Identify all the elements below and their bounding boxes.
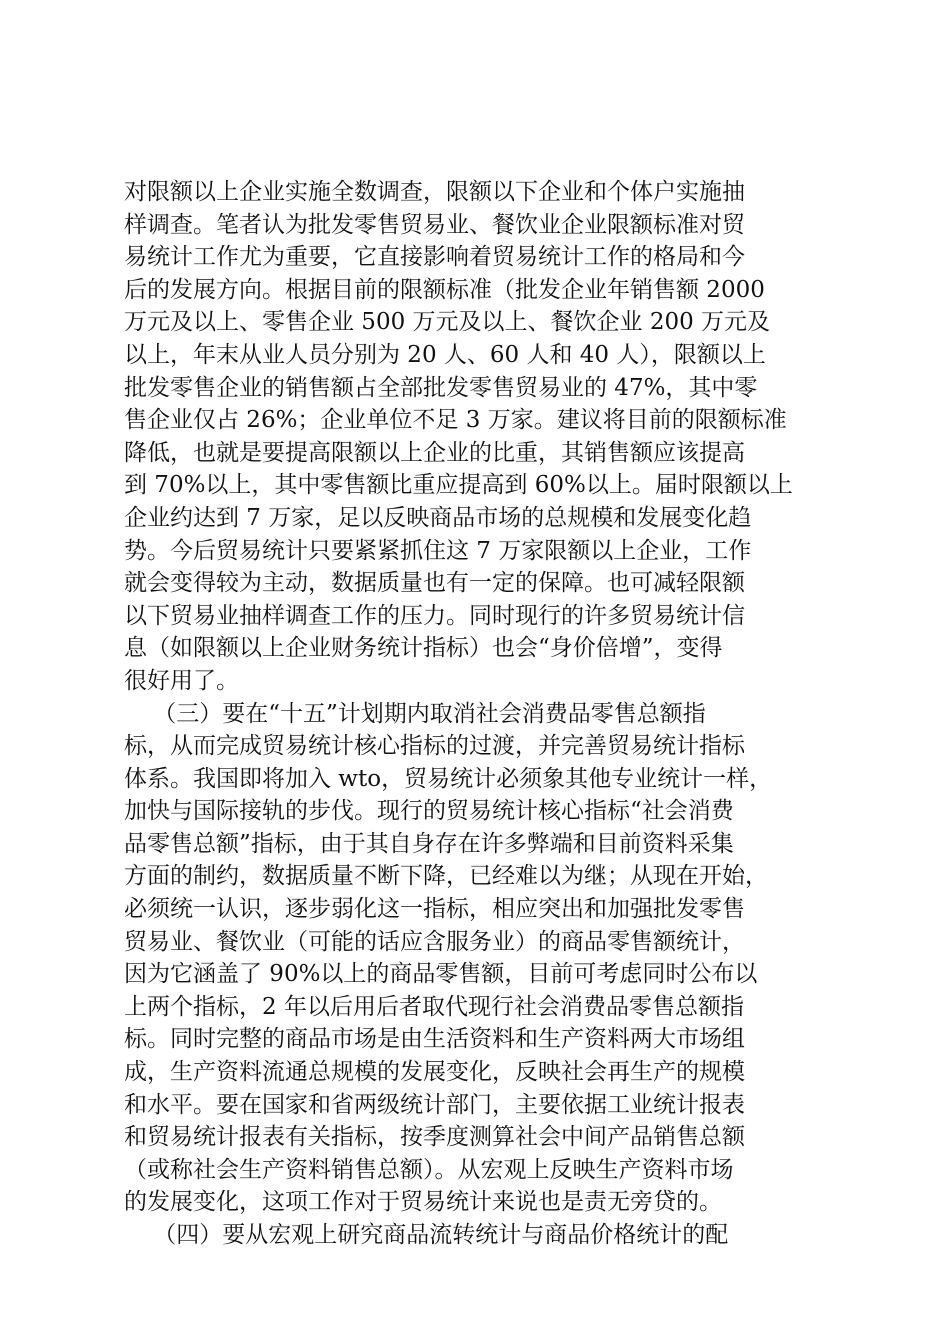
paragraph-start-line: （四）要从宏观上研究商品流转统计与商品价格统计的配 <box>124 1222 729 1248</box>
text-line: 标，从而完成贸易统计核心指标的过渡，并完善贸易统计指标 <box>124 733 745 760</box>
text-line: 上两个指标，2 年以后用后者取代现行社会消费品零售总额指 <box>124 993 744 1020</box>
text-line: 势。今后贸易统计只要紧紧抓住这 7 万家限额以上企业，工作 <box>124 537 752 564</box>
text-line: 以上，年末从业人员分别为 20 人、60 人和 40 人），限额以上 <box>124 341 766 368</box>
text-line: 息（如限额以上企业财务统计指标）也会“身价倍增”，变得 <box>124 635 723 662</box>
text-line: 和水平。要在国家和省两级统计部门，主要依据工业统计报表 <box>124 1091 745 1118</box>
text-line: 方面的制约，数据质量不断下降，已经难以为继；从现在开始， <box>124 863 768 890</box>
text-line: （或称社会生产资料销售总额）。从宏观上反映生产资料市场 <box>124 1156 734 1183</box>
text-line: 企业约达到 7 万家，足以反映商品市场的总规模和发展变化趋 <box>124 504 752 531</box>
text-line: 就会变得较为主动，数据质量也有一定的保障。也可减轻限额 <box>124 570 745 597</box>
text-line: 降低，也就是要提高限额以上企业的比重，其销售额应该提高 <box>124 439 745 466</box>
text-line: 对限额以上企业实施全数调查，限额以下企业和个体户实施抽 <box>124 179 745 205</box>
text-line: 加快与国际接轨的步伐。现行的贸易统计核心指标“社会消费 <box>124 798 734 825</box>
text-line: 必须统一认识，逐步弱化这一指标，相应突出和加强批发零售 <box>124 896 745 923</box>
text-line: 易统计工作尤为重要，它直接影响着贸易统计工作的格局和今 <box>124 244 745 271</box>
text-line: 品零售总额”指标，由于其自身存在许多弊端和目前资料采集 <box>124 830 734 857</box>
text-line: 以下贸易业抽样调查工作的压力。同时现行的许多贸易统计信 <box>124 602 745 629</box>
text-line: 因为它涵盖了 90%以上的商品零售额，目前可考虑同时公布以 <box>124 961 758 988</box>
text-line: 成，生产资料流通总规模的发展变化，反映社会再生产的规模 <box>124 1059 745 1086</box>
text-line: 售企业仅占 26%；企业单位不足 3 万家。建议将目前的限额标准 <box>124 407 787 434</box>
text-line: 贸易业、餐饮业（可能的话应含服务业）的商品零售额统计， <box>124 928 745 955</box>
text-line: 标。同时完整的商品市场是由生活资料和生产资料两大市场组 <box>124 1026 745 1053</box>
text-line: 和贸易统计报表有关指标，按季度测算社会中间产品销售总额 <box>124 1124 745 1151</box>
text-line: 的发展变化，这项工作对于贸易统计来说也是责无旁贷的。 <box>124 1189 722 1216</box>
text-line: 到 70%以上，其中零售额比重应提高到 60%以上。届时限额以上 <box>124 472 793 499</box>
text-line: 批发零售企业的销售额占全部批发零售贸易业的 47%，其中零 <box>124 374 758 401</box>
text-line: 样调查。笔者认为批发零售贸易业、餐饮业企业限额标准对贸 <box>124 211 745 238</box>
paragraph-start-line: （三）要在“十五”计划期内取消社会消费品零售总额指 <box>124 700 706 727</box>
text-line: 后的发展方向。根据目前的限额标准（批发企业年销售额 2000 <box>124 276 765 303</box>
text-line: 万元及以上、零售企业 500 万元及以上、餐饮企业 200 万元及 <box>124 309 771 336</box>
document-body <box>124 176 836 1252</box>
text-line: 体系。我国即将加入 wto，贸易统计必须象其他专业统计一样， <box>124 765 773 792</box>
text-line: 很好用了。 <box>124 667 239 694</box>
